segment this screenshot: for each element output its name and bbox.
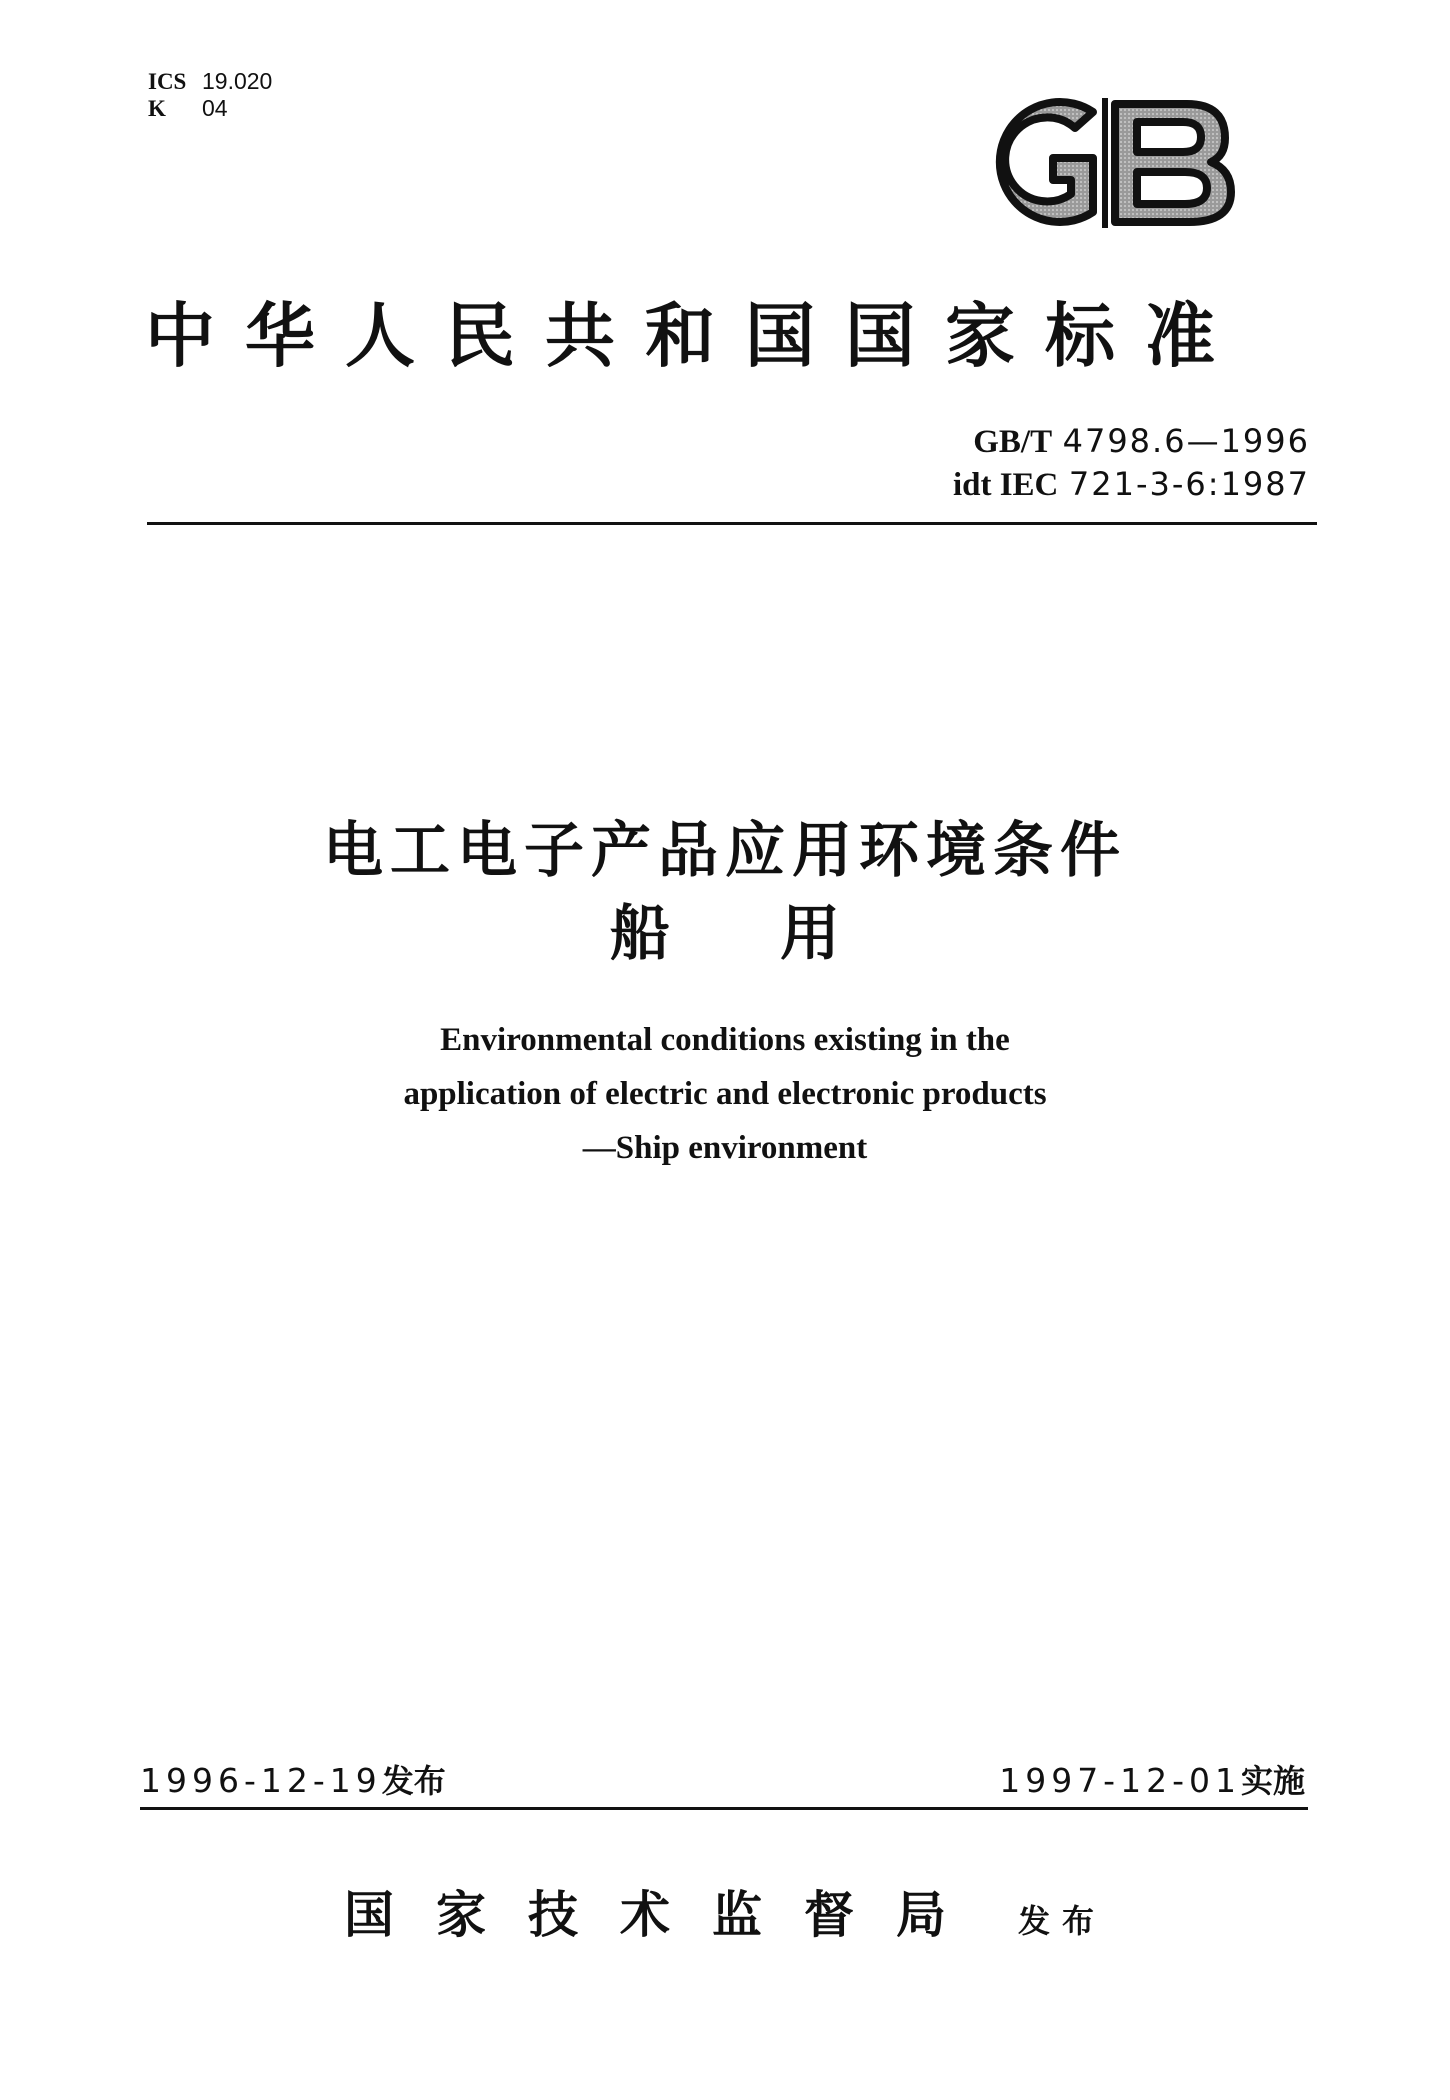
issue-date-block	[140, 1756, 446, 1802]
effective-date: 1997-12-01	[999, 1761, 1241, 1800]
date-row	[140, 1756, 1305, 1802]
title-en-line-3: —Ship environment	[582, 1130, 868, 1166]
effective-date-block	[999, 1756, 1305, 1802]
classification-block	[148, 68, 272, 122]
ics-row	[148, 68, 272, 95]
k-value: 04	[202, 95, 228, 121]
document-subtitle-cn	[0, 886, 1450, 972]
gb-logo-icon	[975, 88, 1240, 236]
k-row	[148, 95, 272, 122]
issue-date: 1996-12-19	[140, 1761, 382, 1800]
ics-label: ICS	[148, 69, 187, 94]
top-divider	[147, 522, 1317, 525]
standard-number	[953, 420, 1310, 463]
bottom-divider	[140, 1807, 1308, 1810]
ics-value: 19.020	[202, 68, 273, 94]
idt-prefix: idt IEC	[952, 467, 1059, 503]
title-en-line-2: application of electric and electronic products	[403, 1076, 1047, 1112]
subtitle-cn-char-2: 用	[780, 899, 840, 969]
title-en-line-1: Environmental conditions existing in the	[440, 1022, 1010, 1058]
document-title-cn: 电工电子产品应用环境条件	[323, 816, 1127, 886]
issue-label: 发布	[381, 1762, 446, 1800]
national-standard-title: 中华人民共和国国家标准	[145, 294, 1245, 377]
idt-code: 721-3-6:1987	[1068, 465, 1310, 503]
issuer-action: 发布	[1017, 1902, 1106, 1940]
effective-label: 实施	[1240, 1762, 1305, 1800]
idt-reference	[953, 463, 1310, 506]
document-title-en	[0, 1013, 1450, 1175]
issuer-block	[0, 1875, 1450, 1947]
k-label: K	[148, 96, 166, 121]
standard-prefix: GB/T	[973, 424, 1053, 460]
subtitle-cn-char-1: 船	[610, 899, 670, 969]
standard-code: 4798.6—1996	[1062, 422, 1310, 460]
standard-number-block	[953, 420, 1310, 506]
issuer-organization: 国家技术监督局	[343, 1885, 988, 1944]
